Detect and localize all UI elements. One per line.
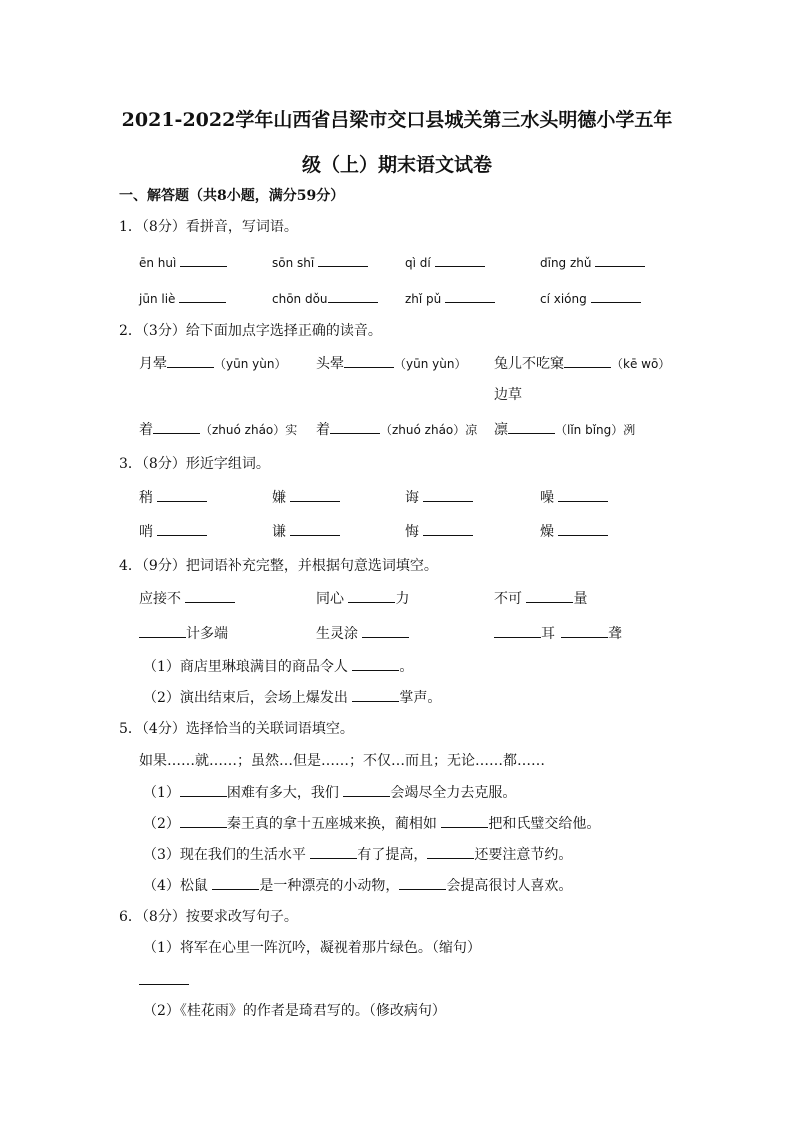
answer-blank[interactable]: [591, 288, 641, 303]
answer-blank[interactable]: [508, 419, 555, 434]
rewrite-sentence: （1）将军在心里一阵沉吟，凝视着那片绿色。（缩句）: [143, 940, 481, 956]
pinyin-item: chōn dǒu: [272, 288, 378, 306]
answer-blank[interactable]: [595, 252, 645, 267]
conjunction-options: 如果……就……；虽然…但是……；不仅…而且；无论……都……: [139, 753, 545, 769]
answer-blank[interactable]: [423, 521, 473, 536]
reading-item: 凛 （lǐn bǐng）冽: [494, 419, 635, 439]
exam-title-line1: 2021-2022学年山西省吕梁市交口县城关第三水头明德小学五年: [121, 109, 673, 131]
idiom-item: 同心 力: [316, 588, 409, 608]
question-2-stem: 2．（3分）给下面加点字选择正确的读音。: [119, 323, 382, 339]
pinyin-item: sōn shī: [272, 252, 368, 270]
answer-blank[interactable]: [180, 813, 227, 828]
answer-blank[interactable]: [330, 419, 380, 434]
idiom-item: 耳 聋: [494, 623, 622, 643]
answer-blank[interactable]: [558, 487, 608, 502]
idiom-item: 计多端: [139, 623, 228, 643]
answer-blank[interactable]: [318, 252, 368, 267]
answer-blank[interactable]: [212, 875, 259, 890]
answer-blank[interactable]: [290, 487, 340, 502]
reading-item-continued: 边草: [494, 387, 522, 403]
fill-sentence: （2） 秦王真的拿十五座城来换，蔺相如 把和氏璧交给他。: [143, 813, 600, 833]
question-5-stem: 5．（4分）选择恰当的关联词语填空。: [119, 721, 354, 737]
char-item: 噪: [540, 487, 608, 507]
pinyin-item: qì dí: [405, 252, 485, 270]
answer-blank[interactable]: [526, 588, 573, 603]
answer-blank[interactable]: [561, 623, 608, 638]
idiom-item: 不可 量: [494, 588, 587, 608]
answer-blank[interactable]: [180, 782, 227, 797]
fill-sentence: （1） 困难有多大，我们 会竭尽全力去克服。: [143, 782, 516, 802]
fill-sentence: （2）演出结束后，会场上爆发出 掌声。: [143, 687, 441, 707]
char-item: 嫌: [272, 487, 340, 507]
fill-sentence: （1）商店里琳琅满目的商品令人 。: [143, 656, 413, 676]
char-item: 稍: [139, 487, 207, 507]
answer-blank[interactable]: [310, 844, 357, 859]
char-item: 哨: [139, 521, 207, 541]
answer-line[interactable]: [139, 970, 189, 989]
answer-blank[interactable]: [435, 252, 485, 267]
answer-blank[interactable]: [153, 419, 200, 434]
answer-blank[interactable]: [157, 487, 207, 502]
answer-blank[interactable]: [167, 353, 214, 368]
question-3-stem: 3．（8分）形近字组词。: [119, 456, 270, 472]
answer-blank[interactable]: [180, 252, 227, 267]
answer-blank[interactable]: [179, 288, 226, 303]
fill-sentence: （3）现在我们的生活水平 有了提高， 还要注意节约。: [143, 844, 572, 864]
question-1-stem: 1．（8分）看拼音，写词语。: [119, 219, 298, 235]
rewrite-sentence: （2）《桂花雨》的作者是琦君写的。（修改病句）: [143, 1003, 446, 1019]
reading-item: 头晕 （yūn yùn）: [316, 353, 466, 373]
pinyin-item: dīng zhǔ: [540, 252, 645, 270]
reading-item: 月晕 （yūn yùn）: [139, 353, 286, 373]
char-item: 悔: [405, 521, 473, 541]
answer-blank[interactable]: [352, 656, 399, 671]
char-item: 谦: [272, 521, 340, 541]
answer-blank[interactable]: [290, 521, 340, 536]
answer-blank[interactable]: [423, 487, 473, 502]
pinyin-item: jūn liè: [139, 288, 226, 306]
pinyin-item: zhǐ pǔ: [405, 288, 495, 306]
question-4-stem: 4．（9分）把词语补充完整，并根据句意选词填空。: [119, 558, 438, 574]
answer-blank[interactable]: [494, 623, 541, 638]
answer-blank[interactable]: [343, 782, 390, 797]
reading-item: 着 （zhuó zháo）凉: [316, 419, 477, 439]
answer-blank[interactable]: [445, 288, 495, 303]
reading-item: 着 （zhuó zháo）实: [139, 419, 297, 439]
pinyin-item: ēn huì: [139, 252, 227, 270]
question-6-stem: 6．（8分）按要求改写句子。: [119, 909, 298, 925]
exam-title-line2: 级（上）期末语文试卷: [301, 154, 492, 176]
reading-item: 兔儿不吃窠 （kē wō）: [494, 353, 670, 373]
pinyin-item: cí xióng: [540, 288, 641, 306]
answer-blank[interactable]: [344, 353, 394, 368]
answer-blank[interactable]: [362, 623, 409, 638]
idiom-item: 生灵涂: [316, 623, 409, 643]
answer-blank[interactable]: [348, 588, 395, 603]
answer-blank[interactable]: [139, 623, 186, 638]
answer-blank[interactable]: [139, 970, 189, 985]
char-item: 燥: [540, 521, 608, 541]
answer-blank[interactable]: [558, 521, 608, 536]
answer-blank[interactable]: [564, 353, 611, 368]
answer-blank[interactable]: [352, 687, 399, 702]
answer-blank[interactable]: [427, 844, 474, 859]
section-heading: 一、解答题（共8小题，满分59分）: [119, 188, 345, 204]
answer-blank[interactable]: [328, 288, 378, 303]
answer-blank[interactable]: [157, 521, 207, 536]
answer-blank[interactable]: [441, 813, 488, 828]
char-item: 诲: [405, 487, 473, 507]
answer-blank[interactable]: [399, 875, 446, 890]
answer-blank[interactable]: [185, 588, 235, 603]
idiom-item: 应接不: [139, 588, 235, 608]
fill-sentence: （4）松鼠 是一种漂亮的小动物， 会提高很讨人喜欢。: [143, 875, 572, 895]
